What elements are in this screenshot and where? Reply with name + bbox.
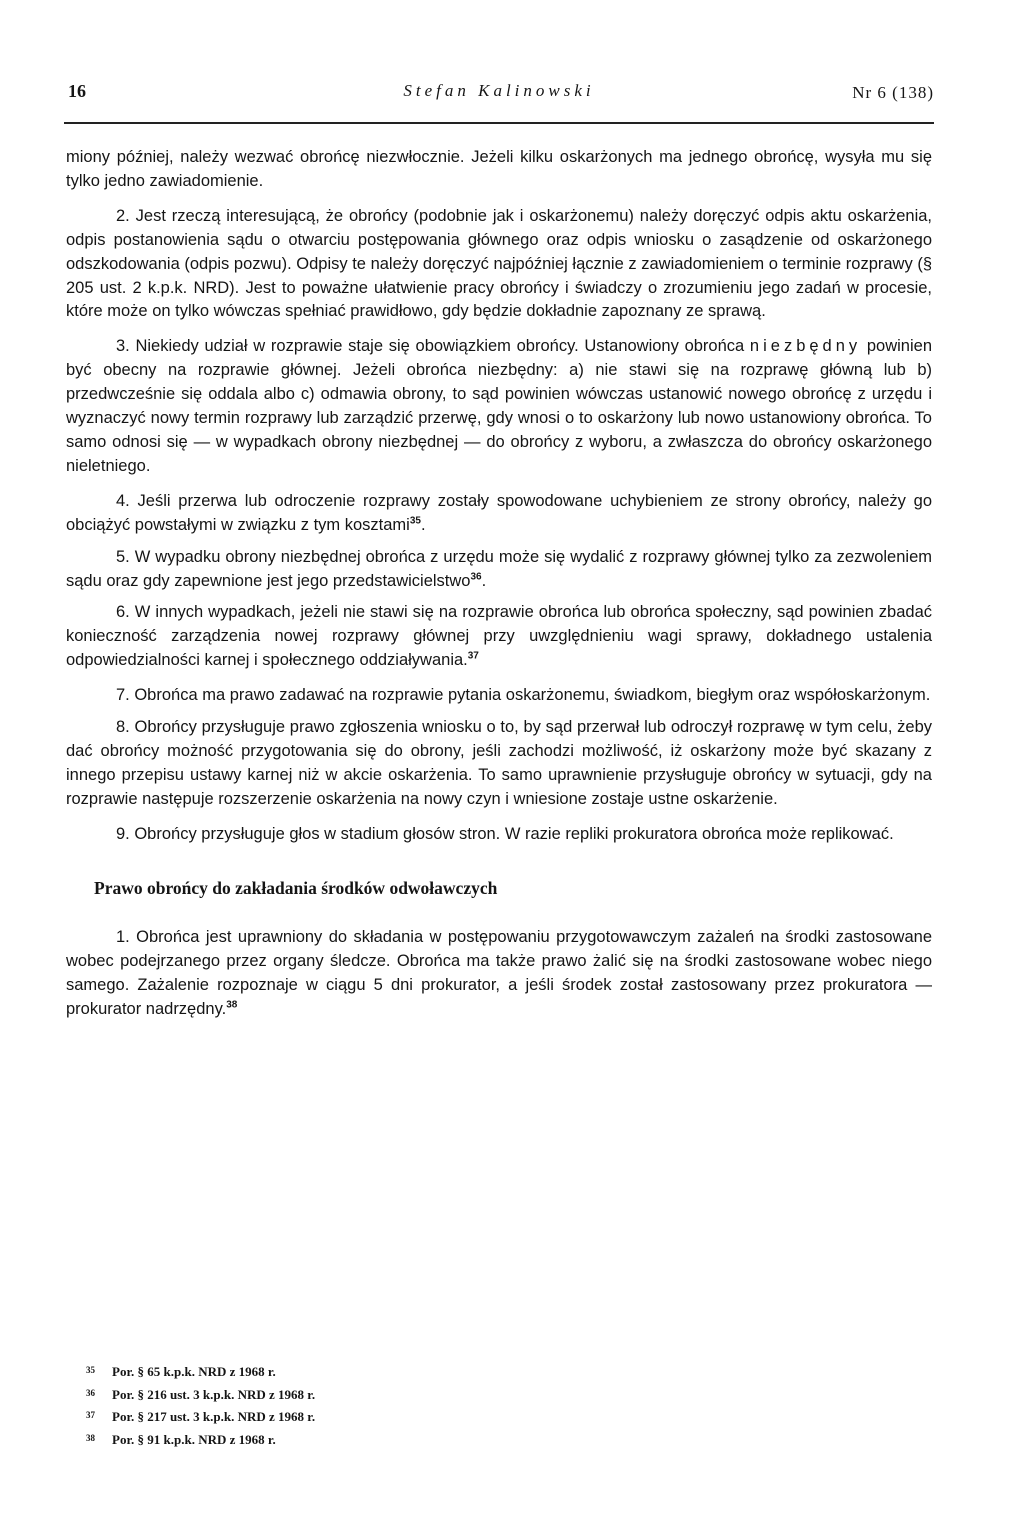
paragraph-3-text: 3. Niekiedy udział w rozprawie staje się obowiązkiem obrońcy. Ustanowiony obrońca [116, 337, 750, 356]
paragraph-3-text-rest: powinien być obecny na rozprawie głównej. Jeżeli obrońca niezbędny: a) nie stawi się na rozprawę główną lub b) przedwcześnie się oddala albo c) odmawia obrony, to sąd powinien wówczas ustanowić nowego obrońcę z urzędu i wyznaczyć nowy termin rozprawy lub zarządzić przerwę, gdy wnosi o to oskarżony lub nowo ustanowiony obrońca. To samo odnosi się — w wypadkach obrony niezbędnej — do obrońcy z wyboru, a zwłaszcza do obrońcy oskarżonego nieletniego. [66, 337, 932, 475]
footnote-mark: 35 [86, 1365, 95, 1375]
footnote-mark: 38 [86, 1432, 95, 1443]
footnote-ref-35: 35 [409, 515, 421, 527]
footnote-36 [86, 1383, 586, 1406]
paragraph-8: 8. Obrońcy przysługuje prawo zgłoszenia wniosku o to, by sąd przerwał lub odroczył rozprawę w tym celu, żeby dać obrońcy możność przygotowania się do obrony, jeśli zachodzi możliwość, iż oskarżony może być skazany z innego przepisu ustawy karnej niż w akcie oskarżenia. To samo uprawnienie przysługuje obrońcy w sytuacji, gdy na rozprawie następuje rozszerzenie oskarżenia na nowy czyn i wniesione zostaje ustne oskarżenie. [66, 718, 932, 808]
paragraph-4 [66, 490, 932, 538]
paragraph-3 [66, 335, 932, 478]
header-rule [64, 122, 934, 124]
footnote-ref-37: 37 [467, 650, 479, 662]
footnote-text: Por. § 217 ust. 3 k.p.k. NRD z 1968 r. [112, 1409, 316, 1424]
running-title: Stefan Kalinowski [403, 81, 595, 100]
paragraph-5 [66, 546, 932, 594]
paragraph-6 [66, 601, 932, 673]
footnote-38 [86, 1428, 586, 1451]
footnote-text: Por. § 91 k.p.k. NRD z 1968 r. [112, 1431, 276, 1447]
paragraph-4-text: 4. Jeśli przerwa lub odroczenie rozprawy zostały spowodowane uchybieniem ze strony obrońcy, należy go obciążyć powstałymi w związku z tym kosztami [66, 491, 932, 534]
footnotes [86, 1360, 586, 1450]
paragraph-continuation: miony później, należy wezwać obrońcę niezwłocznie. Jeżeli kilku oskarżonych ma jednego obrońcę, wysyła mu się tylko jedno zawiadomienie. [66, 148, 932, 190]
main-text [66, 146, 932, 1022]
footnote-text: Por. § 65 k.p.k. NRD z 1968 r. [112, 1364, 276, 1379]
paragraph-9: 9. Obrońcy przysługuje głos w stadium głosów stron. W razie repliki prokuratora obrońca może replikować. [116, 824, 894, 843]
paragraph-4-end: . [420, 515, 426, 534]
footnote-text: Por. § 216 ust. 3 k.p.k. NRD z 1968 r. [112, 1386, 316, 1402]
section-paragraph-1 [66, 926, 932, 1022]
page-header [64, 75, 934, 111]
footnote-37 [86, 1405, 586, 1428]
spaced-emphasis: niezbędny [749, 337, 862, 356]
paragraph-5-end: . [481, 571, 487, 590]
paragraph-6-text: 6. W innych wypadkach, jeżeli nie stawi się na rozprawie obrońca lub obrońca społeczny, sąd powinien zbadać konieczność zarządzenia nowej rozprawy głównej przy uwzględnieniu wagi sprawy, dokładnego ustalenia odpowiedzialności karnej i społecznego oddziaływania. [66, 603, 932, 670]
footnote-35 [86, 1360, 586, 1383]
issue-number: Nr 6 (138) [852, 83, 934, 102]
footnote-ref-38: 38 [226, 999, 238, 1011]
section-paragraph-1-text: 1. Obrońca jest uprawniony do składania w postępowaniu przygotowawczym zażaleń na środki zastosowane wobec podejrzanego przez organy śledcze. Obrońca ma także prawo żalić się na środki zastosowane wobec niego samego. Zażalenie rozpoznaje w ciągu 5 dni prokurator, a jeśli środek został zastosowany przez prokuratora — prokurator nadrzędny. [66, 928, 932, 1019]
paragraph-5-text: 5. W wypadku obrony niezbędnej obrońca z urzędu może się wydalić z rozprawy głównej tylko za zezwoleniem sądu oraz gdy zapewnione jest jego przedstawicielstwo [66, 547, 932, 590]
paragraph-2: 2. Jest rzeczą interesującą, że obrońcy (podobnie jak i oskarżonemu) należy doręczyć odpis aktu oskarżenia, odpis postanowienia sądu o otwarciu postępowania głównego oraz odpis wniosku o zasądzenie od oskarżonego odszkodowania (odpis pozwu). Odpisy te należy doręczyć najpóźniej łącznie z zawiadomieniem o terminie rozprawy (§ 205 ust. 2 k.p.k. NRD). Jest to poważne ułatwienie pracy obrońcy i świadczy o zrozumieniu jego zadań w procesie, które może on tylko wówczas spełniać prawidłowo, gdy będzie dokładnie zapoznany ze sprawą. [66, 206, 932, 321]
footnote-mark: 37 [86, 1410, 95, 1420]
page-number: 16 [68, 81, 86, 101]
footnote-mark: 36 [86, 1387, 95, 1398]
section-heading: Prawo obrońcy do zakładania środków odwoławczych [94, 877, 498, 898]
footnote-ref-36: 36 [470, 571, 482, 582]
paragraph-7: 7. Obrońca ma prawo zadawać na rozprawie pytania oskarżonemu, świadkom, biegłym oraz współoskarżonym. [116, 686, 931, 705]
